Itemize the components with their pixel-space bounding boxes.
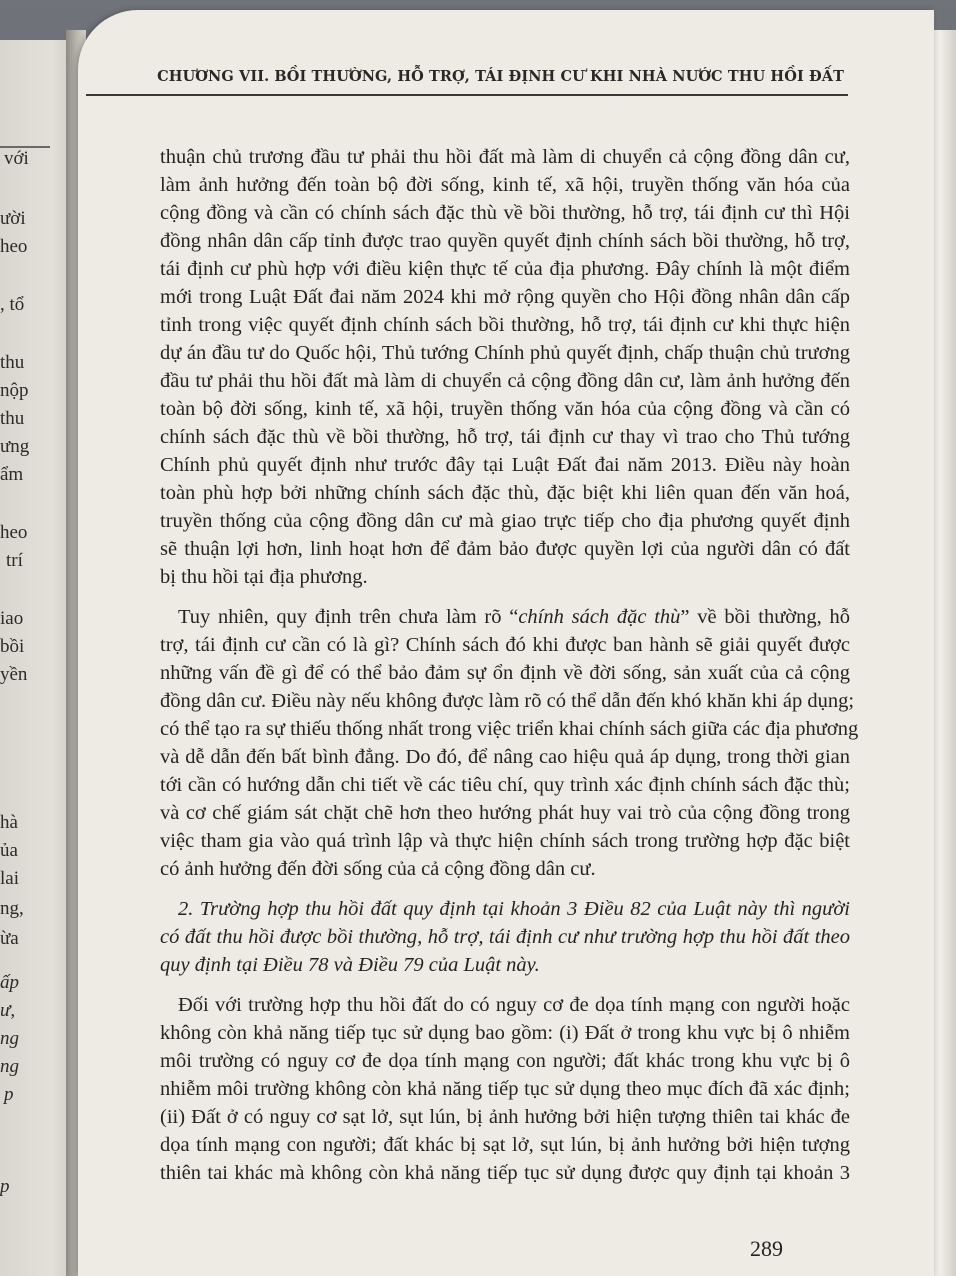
right-page (78, 10, 934, 1276)
text-line: nhiễm môi trường không còn khả năng tiếp tục sử dụng theo mục đích đã xác định; (160, 1078, 850, 1100)
text-line: có ảnh hưởng đến đời sống của cả cộng đồng dân cư. (160, 858, 596, 880)
left-page-fragment: ủa (0, 840, 18, 861)
text-line: dọa tính mạng con người; đất khác bị sạt lở, sụt lún, bị ảnh hưởng bởi hiện tượng (160, 1134, 850, 1156)
text-line: (ii) Đất ở có nguy cơ sạt lở, sụt lún, bị ảnh hưởng bởi hiện tượng thiên tai khác đe (160, 1106, 850, 1128)
page-body (78, 10, 934, 1276)
left-page-fragment: nộp (0, 380, 29, 401)
left-page-fragment: p (4, 1084, 14, 1105)
left-page-fragment: ư, (0, 1000, 16, 1021)
left-page-fragment: heo (0, 236, 28, 257)
text-line: Chính phủ quyết định như trước đây tại Luật Đất đai năm 2013. Điều này hoàn (160, 454, 850, 476)
text-line: Đối với trường hợp thu hồi đất do có nguy cơ đe dọa tính mạng con người hoặc (178, 994, 850, 1016)
text-line: mới trong Luật Đất đai năm 2024 khi mở rộng quyền cho Hội đồng nhân dân cấp (160, 286, 850, 308)
text-line: việc tham gia vào quá trình lập và thực hiện chính sách trong trường hợp đặc biệt (160, 830, 850, 852)
text-run: ” về bồi thường, hỗ (680, 606, 850, 628)
left-page-fragment: lai (0, 868, 19, 889)
text-line: thiên tai khác mà không còn khả năng tiếp tục sử dụng được quy định tại khoản 3 (160, 1162, 850, 1184)
left-page-fragment: trí (6, 550, 23, 571)
clause-line: có đất thu hồi được bồi thường, hỗ trợ, tái định cư như trường hợp thu hồi đất theo (160, 926, 850, 948)
text-line: tỉnh trong việc quyết định chính sách bồi thường, hỗ trợ, tái định cư khi thực hiện (160, 314, 850, 336)
text-line: đầu tư phải thu hồi đất mà làm di chuyển cả cộng đồng dân cư, làm ảnh hưởng đến (160, 370, 850, 392)
left-page (0, 40, 74, 1276)
left-page-fragment: ười (0, 208, 26, 229)
left-page-fragment: ng (0, 1056, 19, 1077)
text-line: thuận chủ trương đầu tư phải thu hồi đất mà làm di chuyển cả cộng đồng dân cư, (160, 146, 850, 168)
text-line: bị thu hồi tại địa phương. (160, 566, 368, 588)
left-page-fragment: , tổ (0, 294, 25, 315)
left-page-fragment: ấp (0, 972, 19, 993)
text-line: không còn khả năng tiếp tục sử dụng bao gồm: (i) Đất ở trong khu vực bị ô nhiễm (160, 1022, 850, 1044)
text-line: chính sách đặc thù về bồi thường, hỗ trợ, tái định cư thay vì trao cho Thủ tướng (160, 426, 850, 448)
text-line: cộng đồng và cần có chính sách đặc thù về bồi thường, hỗ trợ, tái định cư thì Hội (160, 202, 850, 224)
text-line: trợ, tái định cư cần có là gì? Chính sách đó khi được ban hành sẽ giải quyết được (160, 634, 850, 656)
left-page-fragment: bồi (0, 636, 25, 657)
emphasis-text: chính sách đặc thù (518, 606, 681, 628)
left-page-fragment: yền (0, 664, 28, 685)
left-page-fragment: với (4, 148, 29, 169)
left-page-fragment: p (0, 1176, 10, 1197)
left-page-fragment: thu (0, 352, 25, 373)
text-line: đồng nhân dân cấp tỉnh được trao quyền quyết định chính sách bồi thường, hỗ trợ, (160, 230, 850, 252)
left-page-fragment: ẩm (0, 464, 24, 485)
text-line: toàn bộ đời sống, kinh tế, xã hội, truyền thống văn hóa của cộng đồng và cần có (160, 398, 850, 420)
clause-line: 2. Trường hợp thu hồi đất quy định tại khoản 3 Điều 82 của Luật này thì người (178, 898, 850, 920)
text-line: truyền thống của cộng đồng dân cư mà giao trực tiếp cho địa phương quyết định (160, 510, 850, 532)
left-page-fragment: ừa (0, 928, 19, 949)
left-page-fragment: hà (0, 812, 18, 833)
left-page-fragment: ưng (0, 436, 30, 457)
text-line: và dễ dẫn đến bất bình đẳng. Do đó, để nâng cao hiệu quả áp dụng, trong thời gian (160, 746, 850, 768)
text-line: môi trường có nguy cơ đe dọa tính mạng con người; đất khác trong khu vực bị ô (160, 1050, 850, 1072)
text-line: những vấn đề gì để có thể bảo đảm sự ổn định về đời sống, sản xuất của cả cộng (160, 662, 850, 684)
text-line: đồng dân cư. Điều này nếu không được làm rõ có thể dẫn đến khó khăn khi áp dụng; (160, 690, 855, 712)
left-page-fragment: ng, (0, 898, 24, 919)
left-page-fragment: thu (0, 408, 25, 429)
text-line: tới cần có hướng dẫn chi tiết về các tiêu chí, quy trình xác định chính sách đặc thù; (160, 774, 850, 796)
left-page-fragment: heo (0, 522, 28, 543)
text-line: làm ảnh hưởng đến toàn bộ đời sống, kinh tế, xã hội, truyền thống văn hóa của (160, 174, 850, 196)
left-page-fragment: ng (0, 1028, 19, 1049)
left-page-fragment: iao (0, 608, 24, 629)
chapter-header: CHƯƠNG VII. BỒI THƯỜNG, HỖ TRỢ, TÁI ĐỊNH CƯ KHI NHÀ NƯỚC THU HỒI ĐẤT (157, 68, 844, 85)
text-line: có thể tạo ra sự thiếu thống nhất trong việc triển khai chính sách giữa các địa phương (160, 718, 859, 740)
page-number: 289 (750, 1236, 783, 1261)
clause-line: quy định tại Điều 78 và Điều 79 của Luật này. (160, 954, 540, 976)
text-line: toàn phù hợp bởi những chính sách đặc thù, đặc biệt khi liên quan đến văn hoá, (160, 482, 850, 504)
text-line: và cơ chế giám sát chặt chẽ hơn theo hướng phát huy vai trò của cộng đồng trong (160, 802, 850, 824)
text-line: sẽ thuận lợi hơn, linh hoạt hơn để đảm bảo được quyền lợi của người dân có đất (160, 538, 850, 560)
text-line (178, 604, 850, 630)
text-line: dự án đầu tư do Quốc hội, Thủ tướng Chính phủ quyết định, chấp thuận chủ trương (160, 342, 850, 364)
text-run: Tuy nhiên, quy định trên chưa làm rõ “ (178, 606, 519, 628)
text-line: tái định cư phù hợp với điều kiện thực tế của địa phương. Đây chính là một điểm (160, 258, 850, 280)
